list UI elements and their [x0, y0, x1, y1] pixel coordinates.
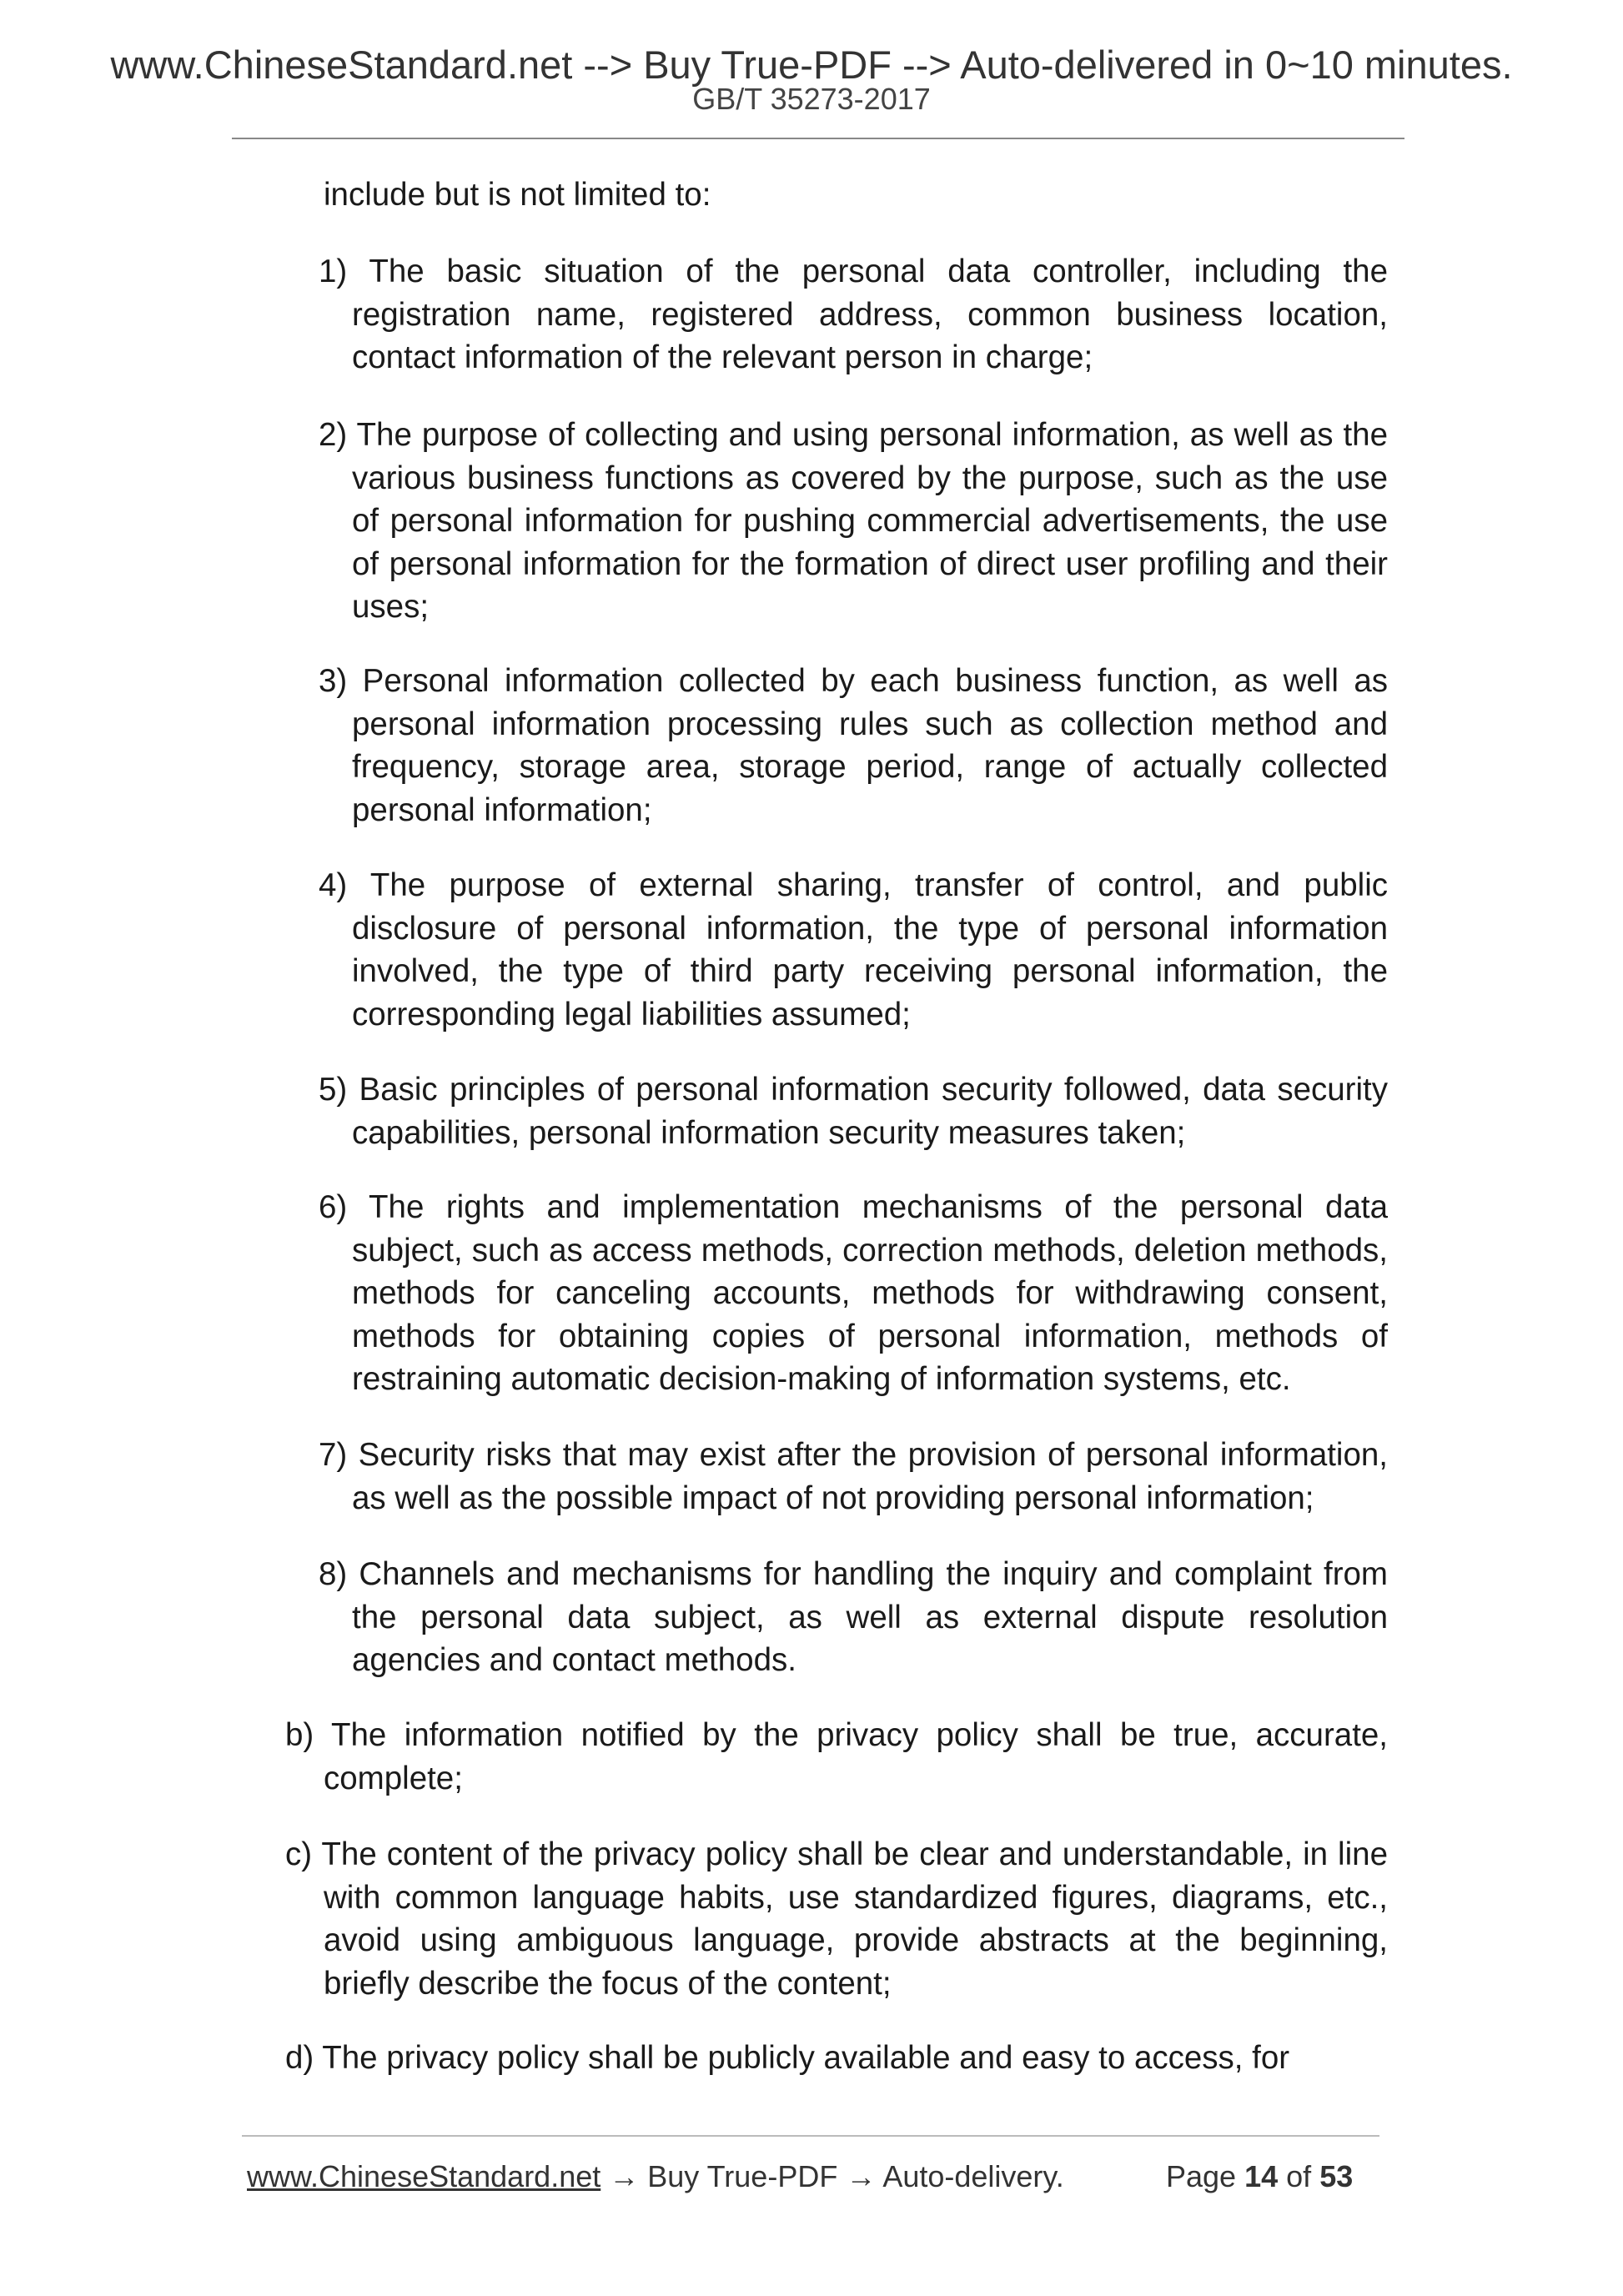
- clause-c: c) The content of the privacy policy shall be clear and understandable, in line with common language habits, use standardized figures, diagrams, etc., avoid using ambiguous language, provide abstracts at the beginning, briefly describe the focus of the content;: [285, 1836, 1388, 2002]
- list-item-6: 6) The rights and implementation mechanisms of the personal data subject, such as access methods, correction methods, deletion methods, methods for canceling accounts, methods for withdrawing consent, methods for obtaining copies of personal information, methods of restraining automatic decision-making of information systems, etc.: [319, 1189, 1388, 1397]
- page-number: 14: [1244, 2159, 1279, 2193]
- list-item-5: 5) Basic principles of personal information security followed, data security capabilities, personal information security measures taken;: [319, 1072, 1388, 1151]
- list-item-8: 8) Channels and mechanisms for handling the inquiry and complaint from the personal data subject, as well as external dispute resolution agencies and contact methods.: [319, 1556, 1388, 1678]
- header-banner: www.ChineseStandard.net --> Buy True-PDF --> Auto-delivered in 0~10 minutes.: [110, 43, 1513, 87]
- total-pages: 53: [1319, 2159, 1354, 2193]
- list-item-7: 7) Security risks that may exist after the provision of personal information, as well as the possible impact of not providing personal information;: [319, 1437, 1388, 1516]
- footer-tagline: → Buy True-PDF → Auto-delivery.: [600, 2159, 1064, 2193]
- list-item-3: 3) Personal information collected by each business function, as well as personal information processing rules such as collection method and frequency, storage area, storage period, range of actually collected personal information;: [319, 663, 1388, 828]
- page-label: Page: [1166, 2159, 1237, 2193]
- footer-site-link[interactable]: www.ChineseStandard.net: [247, 2159, 601, 2193]
- of-label: of: [1286, 2159, 1312, 2193]
- clause-d: d) The privacy policy shall be publicly available and easy to access, for: [285, 2040, 1290, 2076]
- list-item-2: 2) The purpose of collecting and using personal information, as well as the various business functions as covered by the purpose, such as the use of personal information for pushing commercial advertisements, the use of personal information for the formation of direct user profiling and their uses;: [319, 417, 1388, 625]
- list-item-1: 1) The basic situation of the personal data controller, including the registration name, registered address, common business location, contact information of the relevant person in charge;: [319, 254, 1388, 375]
- standard-code: GB/T 35273-2017: [692, 82, 931, 116]
- clause-b: b) The information notified by the privacy policy shall be true, accurate, complete;: [285, 1717, 1388, 1796]
- intro-text: include but is not limited to:: [324, 177, 711, 213]
- page-indicator: [1166, 2158, 1353, 2195]
- list-item-4: 4) The purpose of external sharing, transfer of control, and public disclosure of personal information, the type of personal information involved, the type of third party receiving personal information, the corresponding legal liabilities assumed;: [319, 867, 1388, 1032]
- header-rule: [232, 138, 1404, 139]
- footer-left: [247, 2158, 1064, 2195]
- footer-rule: [242, 2135, 1379, 2137]
